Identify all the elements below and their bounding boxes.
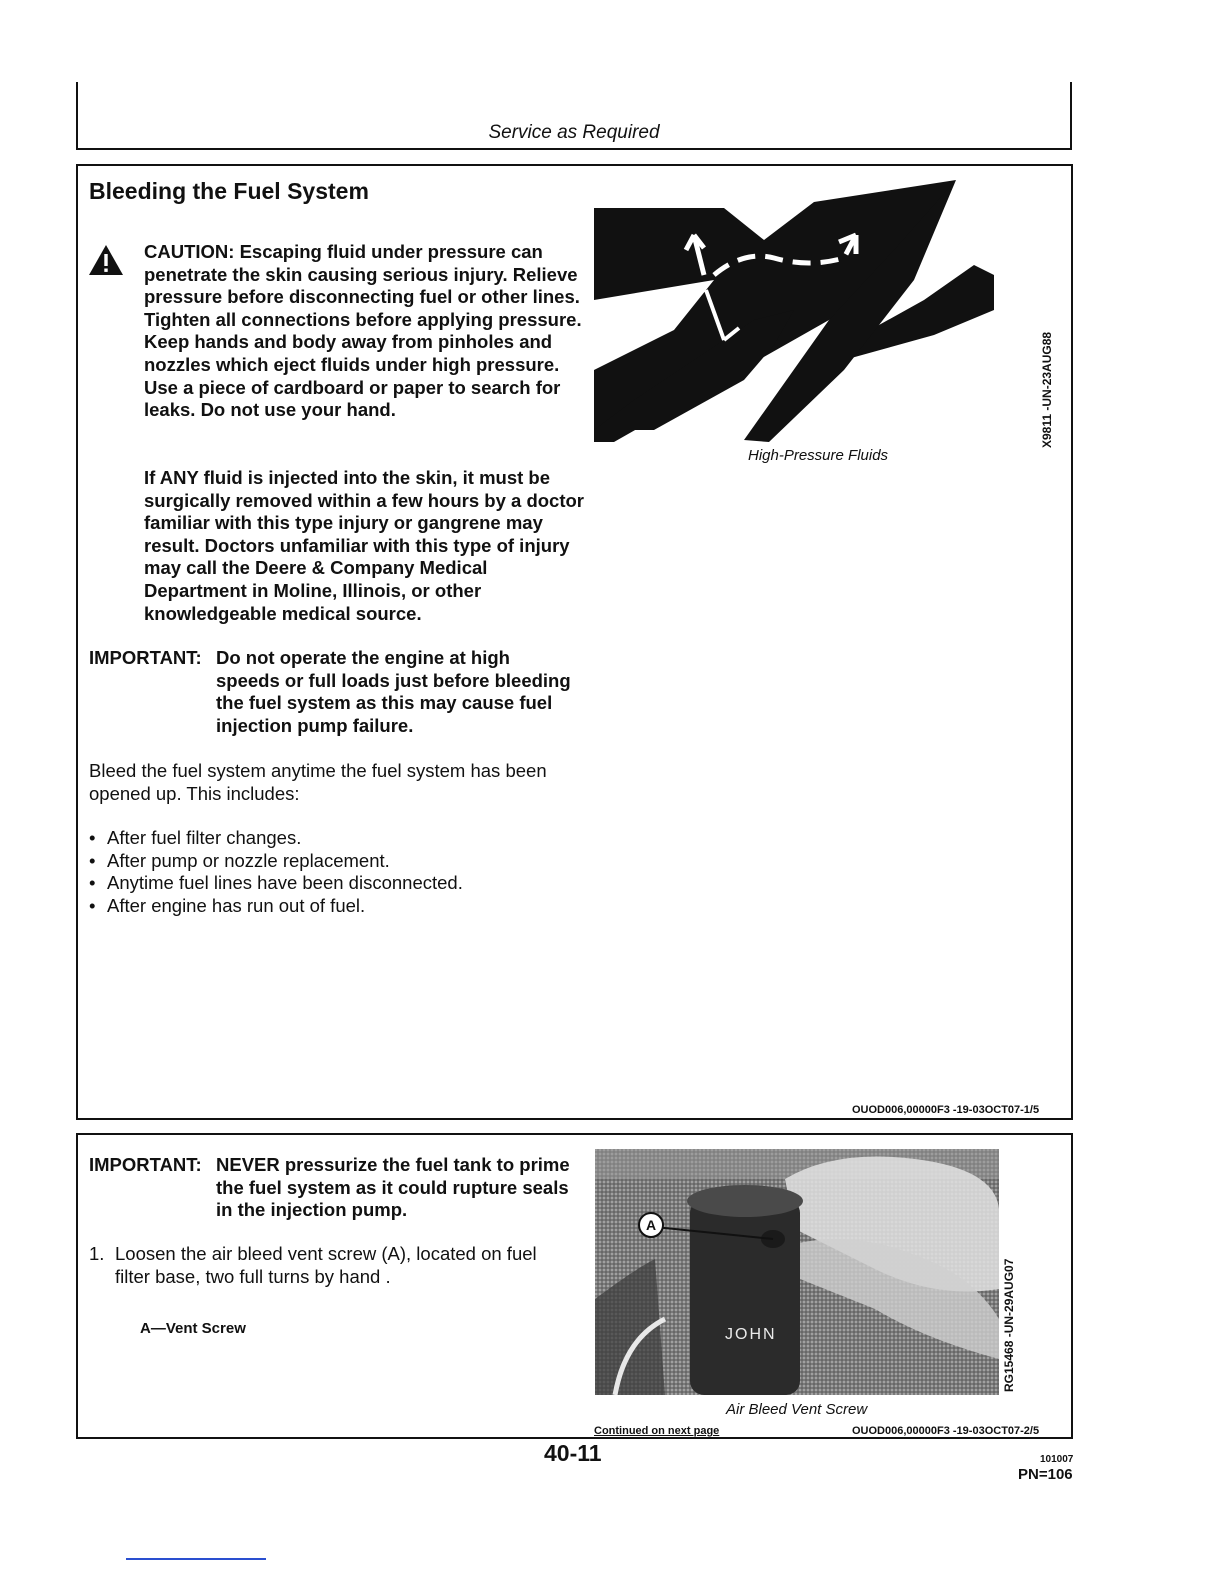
section-heading: Bleeding the Fuel System: [89, 178, 369, 204]
date-code: 101007: [1040, 1454, 1074, 1465]
list-item: • After engine has run out of fuel.: [89, 895, 463, 918]
figure-code: X9811 -UN-23AUG88: [1040, 331, 1054, 448]
step-number: 1.: [89, 1243, 105, 1264]
callout-label: A: [645, 1217, 657, 1233]
list-item: • Anytime fuel lines have been disconnected.: [89, 872, 463, 895]
section-header-title: Service as Required: [488, 122, 660, 143]
reference-code: OUOD006,00000F3 -19-03OCT07-2/5: [852, 1425, 1040, 1437]
warning-triangle-icon: [88, 244, 124, 276]
figure-caption: Air Bleed Vent Screw: [726, 1401, 868, 1418]
list-item: • After pump or nozzle replacement.: [89, 850, 463, 873]
figure-code: RG15468 -UN-29AUG07: [1002, 1258, 1016, 1392]
caution-text: CAUTION: Escaping fluid under pressure can penetrate the skin causing serious injury. Relieve pressure before disconnecting fuel or other lines. Tighten all connections before applying pressure. Keep hands and body away from pinholes and nozzles which eject fluids under high pressure. Use a piece of cardboard or paper to search for leaks. Do not use your hand.: [144, 241, 582, 421]
brand-text: JOHN: [725, 1326, 777, 1343]
important-text: NEVER pressurize the fuel tank to prime the fuel system as it could rupture seals in the injection pump.: [216, 1154, 570, 1221]
page-number: 40-11: [544, 1440, 602, 1466]
figure-legend: A—Vent Screw: [140, 1320, 246, 1337]
important-text: Do not operate the engine at high speeds or full loads just before bleeding the fuel system as this may cause fuel injection pump failure.: [216, 647, 571, 736]
continued-note: Continued on next page: [594, 1425, 720, 1437]
bleed-conditions-list: [89, 827, 463, 917]
list-item: • After fuel filter changes.: [89, 827, 463, 850]
footer-link-underline: [126, 1558, 266, 1560]
high-pressure-fluids-illustration: [594, 180, 994, 442]
air-bleed-vent-screw-photo: [595, 1149, 999, 1395]
important-label: IMPORTANT:: [89, 1154, 202, 1175]
reference-code: OUOD006,00000F3 -19-03OCT07-1/5: [852, 1104, 1040, 1116]
important-label: IMPORTANT:: [89, 647, 202, 668]
injection-warning-text: If ANY fluid is injected into the skin, it must be surgically removed within a few hours by a doctor familiar with this type injury or gangrene may result. Doctors unfamiliar with this type of injury may call the Deere & Company Medical Department in Moline, Illinois, or other knowledgeable medical source.: [144, 467, 584, 624]
bleed-intro-text: Bleed the fuel system anytime the fuel system has been opened up. This includes:: [89, 760, 547, 804]
step-text: Loosen the air bleed vent screw (A), located on fuel filter base, two full turns by hand .: [115, 1243, 537, 1287]
figure-caption: High-Pressure Fluids: [748, 447, 889, 464]
page-pn: PN=106: [1018, 1466, 1073, 1483]
